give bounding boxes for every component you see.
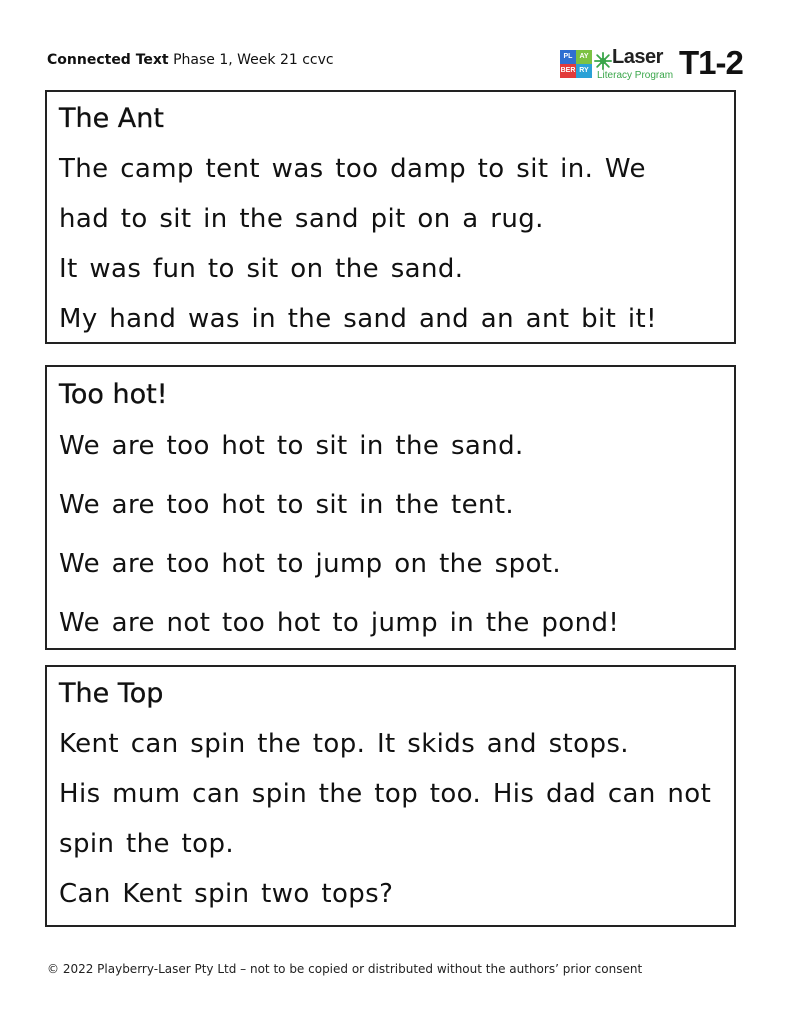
passage-box-the-top xyxy=(45,665,736,927)
passage-line: Kent can spin the top. It skids and stops. xyxy=(59,729,629,759)
passage-box-too-hot xyxy=(45,365,736,650)
passage-line: We are too hot to sit in the sand. xyxy=(59,431,524,461)
passage-title: The Ant xyxy=(59,103,164,134)
passage-title: Too hot! xyxy=(59,379,168,410)
passage-line: The camp tent was too damp to sit in. We xyxy=(59,154,646,184)
passage-line: His mum can spin the top too. His dad can not xyxy=(59,779,712,809)
passage-line: Can Kent spin two tops? xyxy=(59,879,394,909)
grid-cell-3: BER xyxy=(560,64,576,78)
starburst-icon xyxy=(594,52,612,70)
passage-line: We are not too hot to jump in the pond! xyxy=(59,608,620,638)
level-badge: T1-2 xyxy=(679,44,743,81)
passage-line: We are too hot to jump on the spot. xyxy=(59,549,562,579)
laser-logo xyxy=(560,46,745,86)
passage-title: The Top xyxy=(59,678,164,709)
worksheet-heading xyxy=(47,52,334,68)
passage-line: spin the top. xyxy=(59,829,235,859)
logo-word: Laser xyxy=(612,46,663,68)
copyright-footer: © 2022 Playberry-Laser Pty Ltd – not to be copied or distributed without the authors’ prior consent xyxy=(47,962,643,976)
playberry-grid-icon xyxy=(560,50,592,78)
passage-line: We are too hot to sit in the tent. xyxy=(59,490,515,520)
grid-cell-2: AY xyxy=(576,50,592,64)
passage-line: My hand was in the sand and an ant bit it! xyxy=(59,304,657,334)
logo-tagline: Literacy Program xyxy=(597,70,674,81)
passage-line: It was fun to sit on the sand. xyxy=(59,254,464,284)
grid-cell-1: PL xyxy=(560,50,576,64)
passage-box-the-ant xyxy=(45,90,736,344)
grid-cell-4: RY xyxy=(576,64,592,78)
heading-bold-label: Connected Text xyxy=(47,52,169,68)
passage-line: had to sit in the sand pit on a rug. xyxy=(59,204,544,234)
heading-detail-label: Phase 1, Week 21 ccvc xyxy=(173,52,334,68)
